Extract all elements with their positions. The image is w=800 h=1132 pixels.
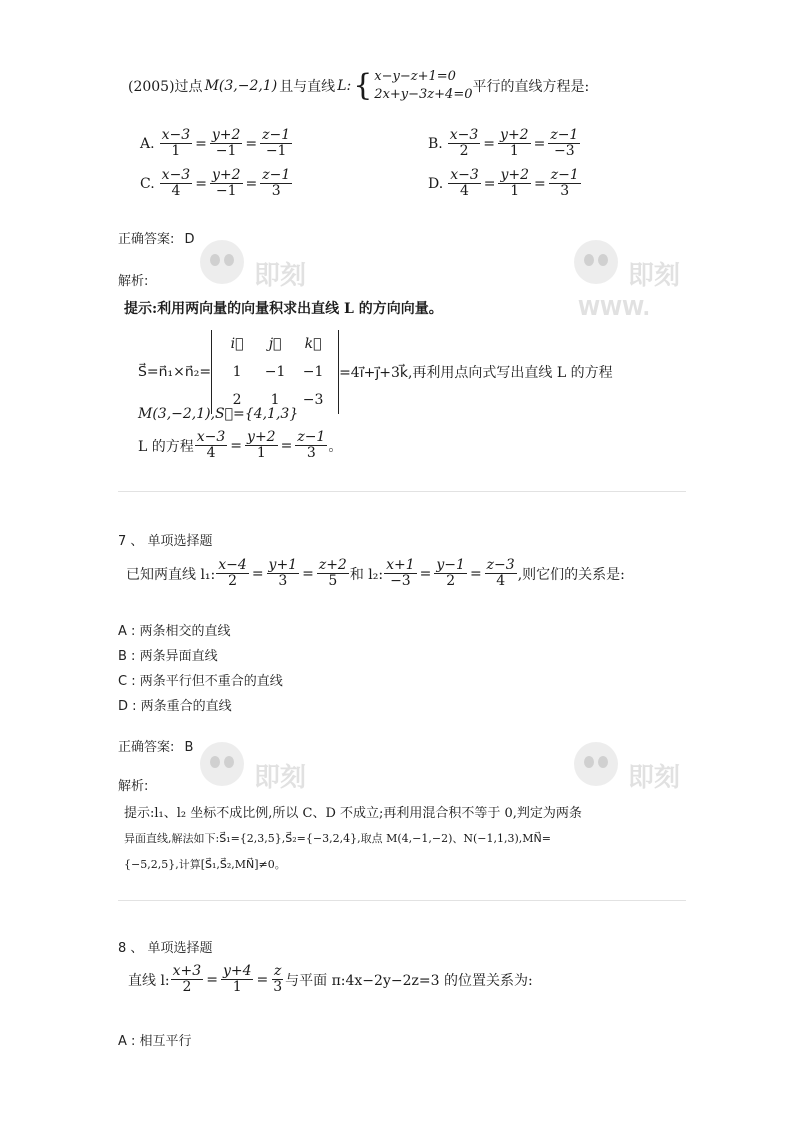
numerator: y+2 (500, 127, 529, 143)
equals-sign: = (483, 175, 496, 192)
numerator: z+2 (318, 557, 347, 573)
equals-sign: = (195, 135, 207, 152)
q6-stem-prefix: (2005)过点 (128, 79, 203, 95)
fraction (548, 128, 580, 159)
denominator: 2 (182, 979, 192, 995)
q6-l-equation (138, 430, 342, 461)
q6-option-a[interactable] (140, 128, 293, 159)
q6-determinant (211, 330, 339, 414)
option-equation (447, 168, 582, 199)
answer-value: B (184, 740, 194, 755)
fraction (317, 558, 349, 589)
fraction (498, 168, 531, 199)
q6-l-eq-prefix: L 的方程 (138, 438, 194, 455)
numerator: z−3 (486, 557, 515, 573)
fraction (295, 430, 327, 461)
q6-hint: 提示:利用两向量的向量积求出直线 L 的方向向量。 (124, 301, 443, 317)
equals-sign: = (533, 135, 546, 152)
denominator: 5 (328, 573, 338, 589)
numerator: x−3 (450, 167, 479, 183)
fraction (384, 558, 417, 589)
option-letter: B. (428, 135, 443, 152)
fraction (171, 964, 204, 995)
fraction (160, 168, 193, 199)
q6-vector-product (138, 330, 613, 414)
denominator: 4 (460, 183, 469, 199)
fraction (434, 558, 467, 589)
denominator: 3 (278, 573, 288, 589)
denominator: 2 (446, 573, 456, 589)
q7-hint-1: 提示:l₁、l₂ 坐标不成比例,所以 C、D 不成立;再利用混合积不等于 0,判定为两条 (124, 806, 582, 821)
q6-l-eq-end: 。 (328, 438, 343, 455)
q7-l1 (215, 558, 350, 589)
denominator: 3 (560, 183, 570, 199)
q8-stem-prefix: 直线 l: (128, 972, 170, 989)
equals-sign: = (230, 437, 243, 454)
equals-sign: = (195, 175, 207, 192)
q6-m-line: M(3,−2,1),S⃗={4,1,3} (138, 406, 299, 422)
q6-analysis-label: 解析: (118, 274, 149, 289)
divider (118, 900, 686, 901)
matrix-cell: k⃗ (304, 336, 322, 352)
equals-sign: = (245, 135, 258, 152)
q7-hint-2: 异面直线,解法如下:S⃗₁={2,3,5},S⃗₂={−3,2,4},取点 M(4,−1,−2)、N(−1,1,3),MN⃗= (124, 832, 551, 845)
q8-stem (128, 964, 533, 995)
watermark-text: 即刻 (628, 763, 681, 793)
q6-sys1: x−y−z+1=0 (374, 69, 456, 84)
matrix-cell: i⃗ (230, 336, 244, 352)
denominator: 1 (510, 183, 520, 199)
numerator: y+2 (211, 167, 241, 183)
panda-watermark-icon (574, 240, 618, 284)
watermark-text: 即刻 (628, 261, 681, 291)
fraction (271, 964, 284, 995)
numerator: y+4 (222, 963, 252, 979)
equals-sign: = (534, 175, 546, 192)
q7-option-d[interactable]: D : 两条重合的直线 (118, 699, 232, 714)
denominator: −1 (265, 143, 287, 159)
q7-analysis-label: 解析: (118, 779, 149, 794)
denominator: 1 (232, 979, 242, 995)
fraction (485, 558, 517, 589)
numerator: x−3 (161, 127, 191, 143)
answer-label: 正确答案: (118, 740, 175, 755)
numerator: y+2 (500, 167, 530, 183)
q6-line-name: L: (337, 78, 352, 94)
q6-stem-mid: 且与直线 (279, 79, 336, 95)
q6-l-eq (194, 430, 329, 461)
numerator: x+1 (386, 557, 415, 573)
answer-value: D (184, 232, 195, 247)
matrix-cell: −1 (302, 364, 324, 380)
fraction (195, 430, 228, 461)
q6-option-c[interactable] (140, 168, 293, 199)
equals-sign: = (256, 971, 269, 988)
matrix-cell: 1 (270, 392, 280, 408)
denominator: −1 (215, 183, 237, 199)
q7-stem-prefix: 已知两直线 l₁: (126, 566, 216, 583)
answer-label: 正确答案: (118, 232, 175, 247)
numerator: y+2 (211, 127, 241, 143)
q6-stem (128, 68, 589, 104)
fraction (260, 128, 292, 159)
fraction (549, 168, 581, 199)
panda-watermark-icon (200, 742, 244, 786)
equals-sign: = (245, 175, 258, 192)
numerator: y+2 (247, 429, 276, 445)
denominator: −1 (215, 143, 237, 159)
fraction (245, 430, 278, 461)
numerator: x−3 (196, 429, 226, 445)
equals-sign: = (469, 565, 482, 582)
q7-option-a[interactable]: A : 两条相交的直线 (118, 624, 231, 639)
numerator: x−3 (161, 167, 191, 183)
fraction (210, 128, 243, 159)
matrix-cell: 2 (232, 392, 242, 408)
q7-option-c[interactable]: C : 两条平行但不重合的直线 (118, 674, 283, 689)
q6-option-d[interactable] (428, 168, 582, 199)
numerator: x+3 (172, 963, 202, 979)
watermark-text: 即刻 (254, 763, 307, 793)
matrix-cell: −1 (264, 364, 286, 380)
q6-stem-suffix: 平行的直线方程是: (472, 79, 590, 95)
equals-sign: = (483, 135, 496, 152)
divider (118, 491, 686, 492)
numerator: y−1 (436, 557, 465, 573)
q8-stem-suffix: 与平面 π:4x−2y−2z=3 的位置关系为: (285, 972, 533, 989)
matrix-cell: 1 (232, 364, 242, 380)
option-letter: D. (428, 175, 444, 192)
option-equation (447, 128, 582, 159)
q6-s-lhs: S⃗=n⃗₁×n⃗₂= (138, 364, 212, 380)
denominator: 1 (509, 143, 519, 159)
q6-answer-row (118, 228, 195, 247)
option-letter: A. (140, 135, 155, 152)
fraction (260, 168, 292, 199)
equals-sign: = (206, 971, 218, 988)
denominator: −3 (554, 143, 575, 159)
equals-sign: = (280, 437, 293, 454)
fraction (160, 128, 193, 159)
fraction (448, 128, 481, 159)
q7-stem (126, 558, 625, 589)
option-letter: C. (140, 175, 155, 192)
q7-option-b[interactable]: B : 两条异面直线 (118, 649, 218, 664)
q6-sys2: 2x+y−3z+4=0 (374, 87, 473, 102)
equals-sign: = (302, 565, 314, 582)
q8-option-a[interactable]: A : 相互平行 (118, 1034, 192, 1049)
numerator: z−1 (262, 127, 291, 143)
panda-watermark-icon (574, 742, 618, 786)
fraction (221, 964, 254, 995)
fraction (448, 168, 481, 199)
q6-option-b[interactable] (428, 128, 581, 159)
numerator: y+1 (268, 557, 298, 573)
q7-hint-3: {−5,2,5},计算[S⃗₁,S⃗₂,MN⃗]≠0。 (124, 858, 286, 871)
q6-point: M(3,−2,1) (204, 78, 278, 94)
q6-s-rhs: =4i⃗+j⃗+3k⃗,再利用点向式写出直线 L 的方程 (339, 365, 613, 381)
option-equation (159, 168, 294, 199)
matrix-cell: −3 (302, 392, 324, 408)
numerator: z−1 (550, 127, 579, 143)
equals-sign: = (251, 565, 264, 582)
denominator: −3 (390, 573, 411, 589)
denominator: 3 (271, 183, 281, 199)
denominator: 4 (171, 183, 181, 199)
denominator: 4 (206, 445, 216, 461)
denominator: 1 (171, 143, 181, 159)
q8-number: 8 、 单项选择题 (118, 941, 213, 956)
fraction (216, 558, 249, 589)
denominator: 1 (256, 445, 266, 461)
equals-sign: = (419, 565, 432, 582)
numerator: x−3 (449, 127, 479, 143)
denominator: 2 (459, 143, 469, 159)
fraction (498, 128, 531, 159)
q7-stem-suffix: ,则它们的关系是: (517, 566, 625, 583)
denominator: 2 (228, 573, 237, 589)
q6-system (374, 68, 472, 104)
denominator: 4 (496, 573, 506, 589)
q7-l2 (383, 558, 518, 589)
brace-icon: { (353, 68, 373, 103)
numerator: z−1 (550, 167, 579, 183)
q7-mid: 和 l₂: (349, 566, 384, 583)
denominator: 3 (306, 445, 316, 461)
numerator: z−1 (262, 167, 291, 183)
numerator: x−4 (218, 557, 247, 573)
q8-l (170, 964, 285, 995)
numerator: z−1 (297, 429, 326, 445)
fraction (267, 558, 300, 589)
numerator: z (273, 963, 282, 979)
q7-answer-row (118, 736, 193, 755)
fraction (210, 168, 243, 199)
panda-watermark-icon (200, 240, 244, 284)
q7-number: 7 、 单项选择题 (118, 534, 213, 549)
denominator: 3 (273, 979, 283, 995)
watermark-text: WWW. (578, 296, 651, 320)
option-equation (159, 128, 294, 159)
watermark-text: 即刻 (254, 261, 307, 291)
matrix-cell: j⃗ (268, 336, 282, 352)
